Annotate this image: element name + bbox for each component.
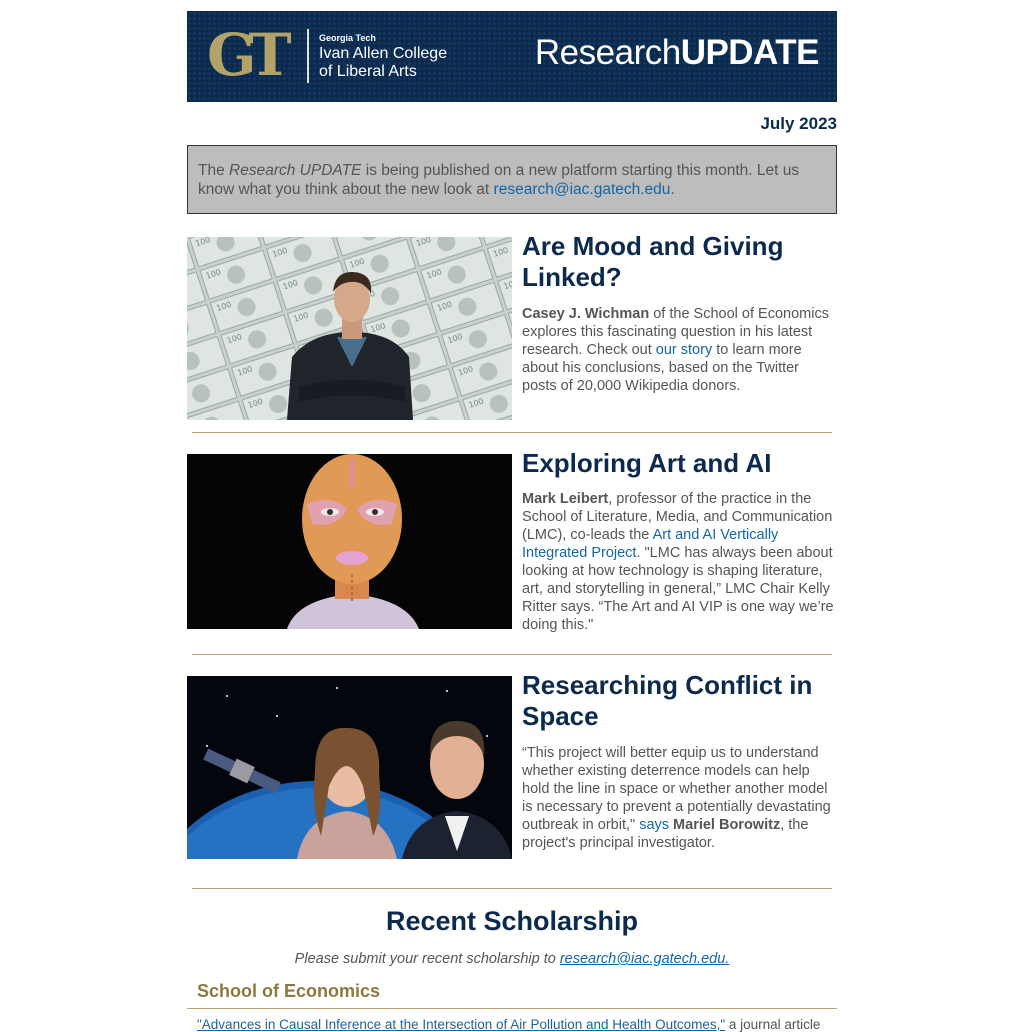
researcher-name: Mariel Borowitz bbox=[673, 817, 781, 833]
notice-middle: is being published on a new platform starting this month. Let us know what you think about the new look at bbox=[198, 162, 800, 198]
story-text bbox=[522, 448, 837, 634]
school-heading: School of Economics bbox=[187, 981, 837, 1009]
story-art-ai bbox=[187, 448, 837, 656]
college-small-label: Georgia Tech bbox=[319, 33, 376, 43]
story-body-part2: to learn more about his conclusions, based on the Twitter posts of 20,000 Wikipedia donors. bbox=[522, 342, 802, 394]
notice-suffix: . bbox=[670, 181, 675, 198]
college-line1: Ivan Allen College bbox=[319, 45, 448, 62]
story-title[interactable]: Researching Conflict in Space bbox=[522, 670, 813, 731]
newsletter-brand bbox=[535, 33, 819, 73]
story-body-part1: of the School of Economics explores this fascinating question in his latest research. Check out bbox=[522, 306, 829, 358]
section-divider bbox=[192, 432, 832, 433]
submit-prefix: Please submit your recent scholarship to bbox=[294, 951, 560, 967]
story-conflict-space bbox=[187, 670, 837, 889]
story-text bbox=[522, 670, 837, 852]
story-link[interactable]: our story bbox=[655, 342, 713, 358]
story-body bbox=[522, 490, 837, 634]
story-body-part1: , professor of the practice in the School of Literature, Media, and Communication (LMC), co-leads the bbox=[522, 491, 833, 543]
story-link[interactable]: Art and AI Vertically Integrated Project bbox=[522, 527, 779, 561]
header-banner bbox=[187, 11, 837, 102]
submit-line bbox=[187, 951, 837, 967]
researcher-name: Mark Leibert bbox=[522, 491, 609, 507]
story-body-part2: , the project's principal investigator. bbox=[522, 817, 809, 851]
notice-email-link[interactable]: research@iac.gatech.edu bbox=[493, 181, 671, 198]
story-title[interactable]: Are Mood and Giving Linked? bbox=[522, 231, 784, 292]
publication-link[interactable]: "Advances in Causal Inference at the Intersection of Air Pollution and Health Outcomes," bbox=[197, 1017, 726, 1032]
story-photo-face[interactable] bbox=[187, 454, 512, 629]
story-photo-space[interactable] bbox=[187, 676, 512, 859]
logo-divider bbox=[307, 29, 309, 83]
section-divider bbox=[192, 654, 832, 655]
story-title[interactable]: Exploring Art and AI bbox=[522, 448, 772, 478]
publication-type: a journal article bbox=[725, 1017, 821, 1032]
story-link[interactable]: says bbox=[639, 817, 670, 833]
scholarship-title: Recent Scholarship bbox=[385, 906, 639, 936]
story-text bbox=[522, 231, 837, 395]
story-photo-money[interactable] bbox=[187, 237, 512, 420]
story-body-part2: . "LMC has always been about looking at how technology is shaping literature, art, and storytelling in general,” LMC Chair Kelly Ritter says. “The Art and AI VIP is one way we’re doing this." bbox=[522, 545, 834, 633]
section-divider bbox=[192, 888, 832, 889]
gt-logo-icon bbox=[207, 25, 299, 83]
scholarship-section bbox=[187, 906, 837, 1032]
brand-regular: Research bbox=[534, 33, 681, 72]
college-line2: of Liberal Arts bbox=[319, 63, 417, 80]
submit-email-link[interactable]: research@iac.gatech.edu. bbox=[559, 951, 730, 967]
brand-bold: UPDATE bbox=[680, 33, 819, 72]
notice-box bbox=[187, 145, 837, 214]
notice-prefix: The bbox=[198, 162, 230, 179]
issue-date: July 2023 bbox=[760, 114, 837, 133]
researcher-name: Casey J. Wichman bbox=[522, 306, 650, 322]
story-body bbox=[522, 744, 837, 852]
story-mood-giving bbox=[187, 231, 837, 434]
story-body-part1: “This project will better equip us to understand whether existing deterrence models can help hold the line in space or whether another model is necessary to prevent a potentially devastating outbreak in orbit," bbox=[522, 745, 831, 833]
college-name bbox=[319, 45, 447, 81]
newsletter bbox=[187, 11, 837, 1032]
story-body bbox=[522, 305, 837, 395]
publication-item bbox=[187, 1017, 837, 1032]
gt-logo-text: GT bbox=[207, 25, 284, 83]
notice-italic: Research UPDATE bbox=[229, 162, 362, 179]
